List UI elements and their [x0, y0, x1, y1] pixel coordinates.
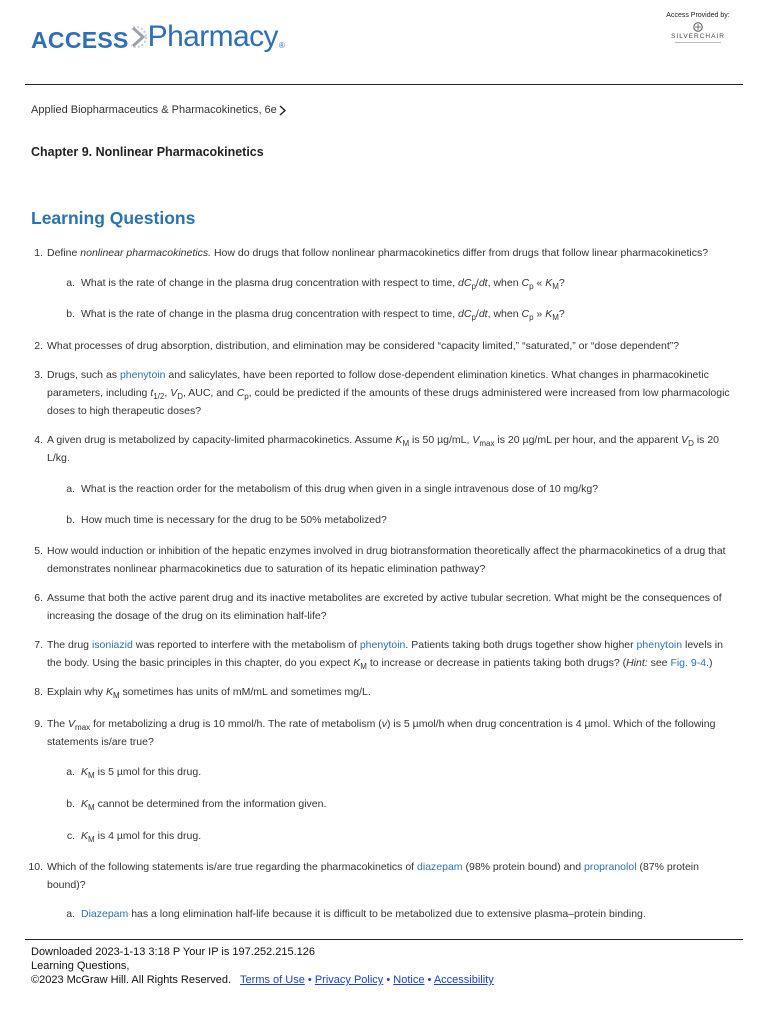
header-divider	[25, 84, 743, 85]
drug-link-phenytoin[interactable]: phenytoin	[119, 369, 166, 381]
chevron-right-icon	[278, 105, 287, 116]
privacy-policy-link[interactable]: Privacy Policy	[314, 974, 384, 986]
breadcrumb[interactable]	[31, 104, 287, 116]
access-provider-block	[658, 12, 738, 43]
drug-link-diazepam[interactable]: diazepam	[417, 861, 463, 873]
drug-link-isoniazid[interactable]: isoniazid	[91, 639, 133, 651]
list-item: 10. Which of the following statements is/are true regarding the pharmacokinetics of diazepam (98% protein bound) and propranolol (87% protein bound)?	[28, 861, 699, 891]
separator-bullet: •	[307, 974, 312, 986]
list-item: 8. Explain why $K_M$ sometimes has units of mM/mL and sometimes mg/L.	[34, 686, 371, 700]
list-item: b. What is the rate of change in the plasma drug concentration with respect to time, $dC_p/dt$, when $C_p$ » $K_M$?	[66, 308, 565, 322]
notice-link[interactable]: Notice	[393, 974, 425, 986]
provider-name: SILVERCHAIR	[671, 33, 725, 40]
download-info: Downloaded 2023-1-13 3:18 P Your IP is 197.252.215.126	[31, 946, 315, 958]
questions-list	[28, 244, 737, 923]
section-title: Learning Questions	[31, 208, 196, 228]
list-item: 5. How would induction or inhibition of the hepatic enzymes involved in drug biotransformation theoretically affect the pharmacokinetics of a drug that demonstrates nonlinear pharmacokinetics due to saturation of its hepatic elimination pathway?	[34, 545, 726, 575]
accessibility-link[interactable]: Accessibility	[433, 974, 494, 986]
list-item: 4. A given drug is metabolized by capacity-limited pharmacokinetics. Assume $K_M$ is 50 µg/mL, $V_{max}$ is 20 µg/mL per hour, and the apparent $V_D$ is 20 L/kg.	[34, 434, 720, 464]
logo-registered-mark: ®	[278, 41, 285, 50]
silverchair-mark-icon	[693, 22, 703, 32]
list-item: a. $K_M$ is 5 µmol for this drug.	[66, 766, 202, 780]
drug-link-diazepam[interactable]: Diazepam	[81, 908, 129, 920]
list-item: b. How much time is necessary for the drug to be 50% metabolized?	[66, 514, 387, 526]
logo-access-text: ACCESS	[31, 27, 129, 53]
page-footer	[31, 945, 494, 987]
copyright-text: ©2023 McGraw Hill. All Rights Reserved.	[31, 974, 232, 986]
breadcrumb-book-link[interactable]: Applied Biopharmaceutics & Pharmacokinetics, 6e	[31, 104, 277, 116]
list-item: 6. Assume that both the active parent drug and its inactive metabolites are excreted by active tubular secretion. What might be the consequences of increasing the dosage of the drug on its elimination half-life?	[34, 592, 722, 622]
access-provided-label: Access Provided by:	[666, 12, 730, 19]
provider-subline-divider	[675, 42, 721, 43]
list-item: c. $K_M$ is 4 µmol for this drug.	[66, 830, 202, 844]
separator-bullet: •	[386, 974, 391, 986]
figure-link[interactable]: Fig. 9-4	[670, 657, 707, 669]
drug-link-phenytoin[interactable]: phenytoin	[636, 639, 683, 651]
list-item: 2. What processes of drug absorption, distribution, and elimination may be considered “capacity limited,” “saturated,” or “dose dependent”?	[34, 340, 680, 352]
separator-bullet: •	[427, 974, 432, 986]
list-item: a. What is the reaction order for the metabolism of this drug when given in a single intravenous dose of 10 mg/kg?	[66, 483, 599, 495]
list-item: b. $K_M$ cannot be determined from the information given.	[66, 798, 327, 812]
logo-gear-chevron-icon	[131, 22, 147, 52]
list-item: 7. The drug isoniazid was reported to interfere with the metabolism of phenytoin. Patients taking both drugs together show higher phenytoin levels in the body. Using the basic principles in this chapter, do you expect $K_M$ to increase or decrease in patients taking both drugs? (Hint: see Fig. 9-4.)	[34, 639, 723, 671]
logo-pharmacy-text: Pharmacy	[147, 20, 278, 53]
list-item: 3. Drugs, such as phenytoin and salicylates, have been reported to follow dose-dependent elimination kinetics. What changes in pharmacokinetic parameters, including $t_{1/2}$, $V_D$, AUC, and $C_p$, could be predicted if the amounts of these drugs administered were increased from low pharmacologic doses to high therapeutic doses?	[34, 369, 730, 417]
drug-link-propranolol[interactable]: propranolol	[583, 861, 637, 873]
chapter-title: Chapter 9. Nonlinear Pharmacokinetics	[31, 145, 264, 159]
list-item: a. What is the rate of change in the plasma drug concentration with respect to time, $dC_p/dt$, when $C_p$ « $K_M$?	[66, 277, 565, 291]
footer-page-title: Learning Questions,	[31, 960, 130, 972]
terms-of-use-link[interactable]: Terms of Use	[240, 974, 305, 986]
footer-divider	[25, 939, 743, 940]
drug-link-phenytoin[interactable]: phenytoin	[359, 639, 406, 651]
list-item: 1. Define nonlinear pharmacokinetics. How do drugs that follow nonlinear pharmacokinetics differ from drugs that follow linear pharmacokinetics?	[34, 247, 709, 259]
list-item: 9. The $V_{max}$ for metabolizing a drug is 10 mmol/h. The rate of metabolism (v) is 5 µmol/h when drug concentration is 4 µmol. Which of the following statements is/are true?	[34, 718, 716, 748]
page-header	[0, 0, 768, 84]
accesspharmacy-logo[interactable]	[31, 12, 285, 52]
list-item: a. Diazepam has a long elimination half-life because it is difficult to be metabolized due to extensive plasma–protein binding.	[66, 908, 646, 920]
footer-links-row	[31, 973, 494, 987]
